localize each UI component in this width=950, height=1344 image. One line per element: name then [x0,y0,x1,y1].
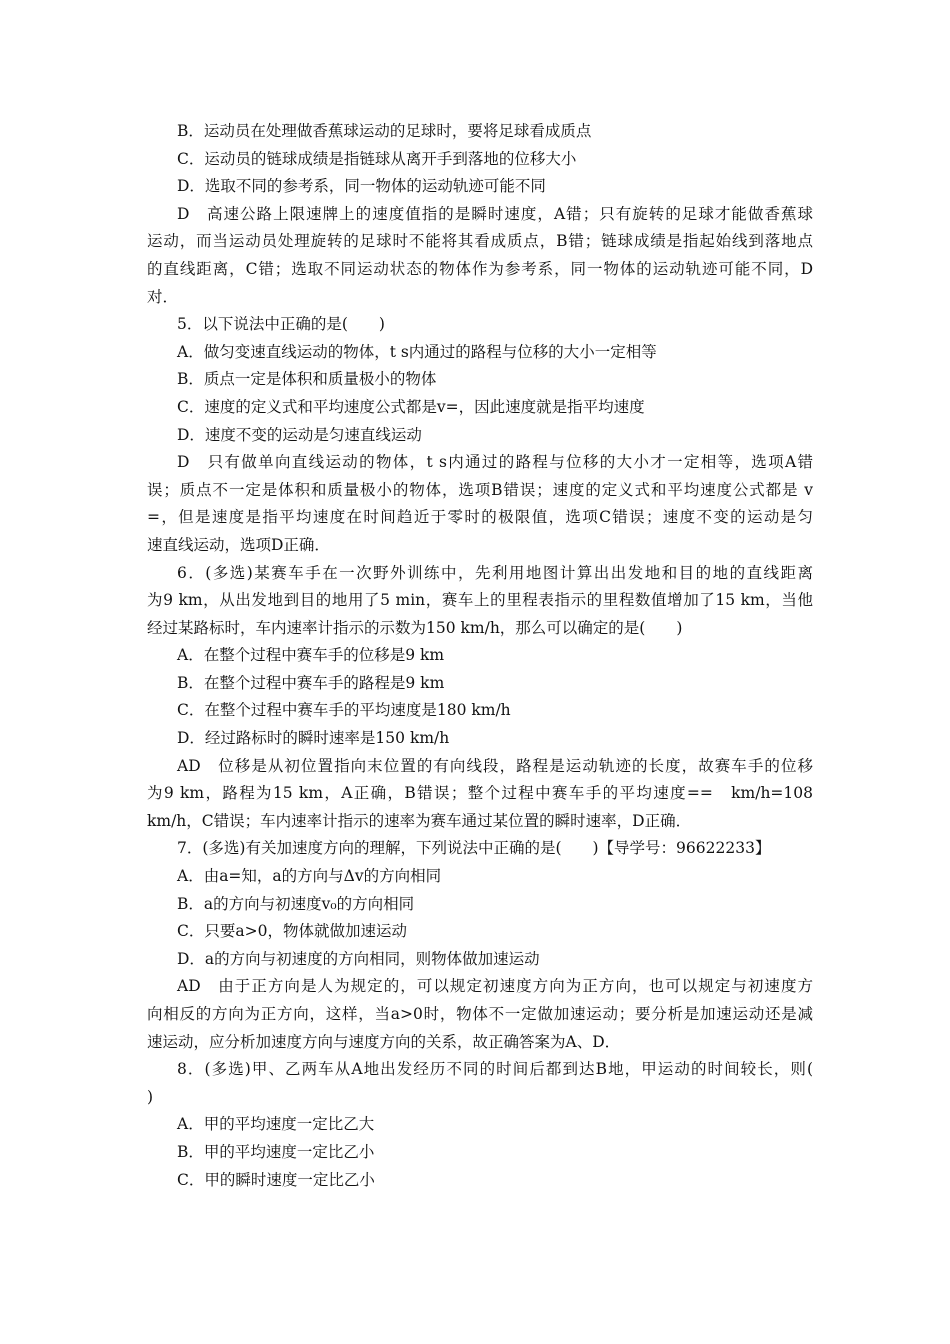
text-line: A．由a=知，a的方向与Δv的方向相同 [177,867,442,886]
text-line: 为9 km，路程为15 km，A正确，B错误；整个过程中赛车手的平均速度== km/h=108 [147,784,813,803]
text-line: 向相反的方向为正方向，这样，当a>0时，物体不一定做加速运动；要分析是加速运动还是减 [147,1005,813,1023]
text-line: ) [147,1087,154,1106]
text-line: B．运动员在处理做香蕉球运动的足球时，要将足球看成质点 [177,122,592,140]
text-line: AD 位移是从初位置指向末位置的有向线段，路程是运动轨迹的长度，故赛车手的位移 [177,756,813,775]
text-line: =，但是速度是指平均速度在时间趋近于零时的极限值，选项C错误；速度不变的运动是匀 [147,508,813,527]
text-line: C．速度的定义式和平均速度公式都是v=，因此速度就是指平均速度 [177,397,645,416]
text-line: 运动，而当运动员处理旋转的足球时不能将其看成质点，B错；链球成绩是指起始线到落地点 [147,232,813,251]
text-line: D．a的方向与初速度的方向相同，则物体做加速运动 [177,949,540,968]
text-line: D 只有做单向直线运动的物体，t s内通过的路程与位移的大小才一定相等，选项A错 [177,453,813,472]
text-line: 速直线运动，选项D正确． [147,535,330,554]
text-line: B．a的方向与初速度v₀的方向相同 [177,894,415,913]
text-line: C．在整个过程中赛车手的平均速度是180 km/h [177,701,511,720]
text-line: 速运动，应分析加速度方向与速度方向的关系，故正确答案为A、D． [147,1032,621,1051]
text-line: 7．(多选)有关加速度方向的理解，下列说法中正确的是( )【导学号：96622233】 [177,839,771,858]
text-line: D．选取不同的参考系，同一物体的运动轨迹可能不同 [177,177,546,196]
text-line: 对． [147,287,179,306]
text-line: A．做匀变速直线运动的物体，t s内通过的路程与位移的大小一定相等 [177,342,657,361]
text-line: C．甲的瞬时速度一定比乙小 [177,1170,375,1189]
text-line: B．质点一定是体积和质量极小的物体 [177,370,437,389]
text-line: B．甲的平均速度一定比乙小 [177,1142,375,1161]
text-line: D．速度不变的运动是匀速直线运动 [177,425,422,444]
text-line: C．运动员的链球成绩是指链球从离开手到落地的位移大小 [177,149,577,168]
text-line: D．经过路标时的瞬时速率是150 km/h [177,729,450,748]
text-line: 5．以下说法中正确的是( ) [177,315,385,334]
text-line: 6．(多选)某赛车手在一次野外训练中，先利用地图计算出出发地和目的地的直线距离 [177,563,813,582]
text-line: 的直线距离，C错；选取不同运动状态的物体作为参考系，同一物体的运动轨迹可能不同，D [147,259,813,278]
text-line: 经过某路标时，车内速率计指示的示数为150 km/h，那么可以确定的是( ) [147,618,683,637]
text-line: A．甲的平均速度一定比乙大 [177,1115,375,1134]
text-line: km/h，C错误；车内速率计指示的速率为赛车通过某位置的瞬时速率，D正确． [147,811,692,830]
text-line: C．只要a>0，物体就做加速运动 [177,922,407,941]
document-body [147,118,813,1194]
text-line: 为9 km，从出发地到目的地用了5 min，赛车上的里程表指示的里程数值增加了15 km，当他 [147,591,813,610]
text-line: D 高速公路上限速牌上的速度值指的是瞬时速度，A错；只有旋转的足球才能做香蕉球 [177,204,813,223]
text-line: AD 由于正方向是人为规定的，可以规定初速度方向为正方向，也可以规定与初速度方 [177,977,813,996]
text-line: 8．(多选)甲、乙两车从A地出发经历不同的时间后都到达B地，甲运动的时间较长，则( [177,1060,813,1079]
text-line: B．在整个过程中赛车手的路程是9 km [177,673,445,692]
text-line: A．在整个过程中赛车手的位移是9 km [177,646,445,665]
text-line: 误；质点不一定是体积和质量极小的物体，选项B错误；速度的定义式和平均速度公式都是 v [147,480,813,499]
